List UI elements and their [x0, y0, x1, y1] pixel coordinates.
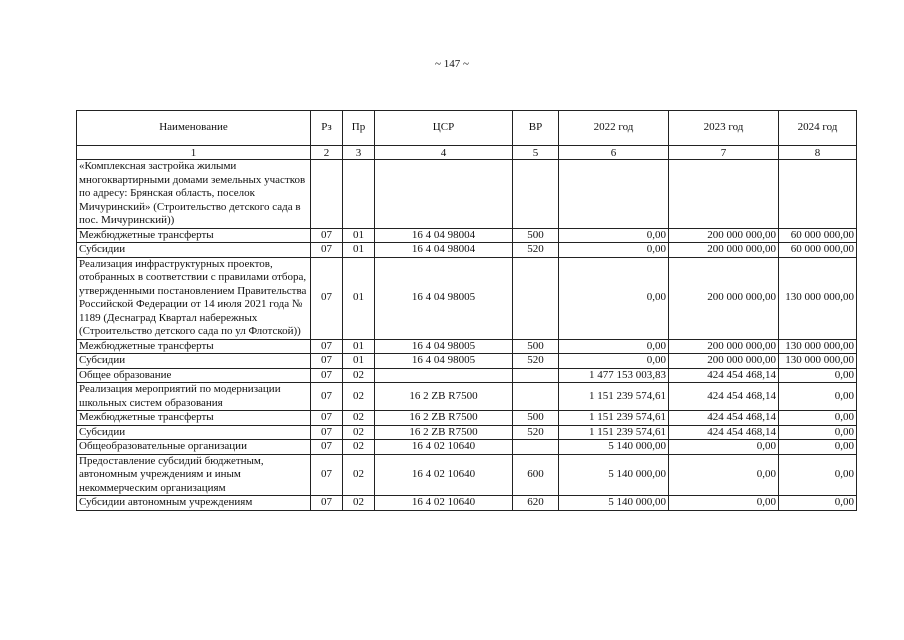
table-row: [77, 354, 857, 369]
row-vr: [513, 368, 559, 383]
row-amount-2024: 60 000 000,00: [779, 243, 857, 258]
column-header-vr: ВР: [513, 111, 559, 146]
row-amount-2022: 1 477 153 003,83: [559, 368, 669, 383]
column-header-2023: 2023 год: [669, 111, 779, 146]
row-name: Субсидии: [77, 243, 311, 258]
page-number: ~ 147 ~: [435, 58, 469, 70]
row-name: Реализация мероприятий по модернизации школьных систем образования: [77, 383, 311, 411]
row-name: Межбюджетные трансферты: [77, 339, 311, 354]
row-name: «Комплексная застройка жилыми многоквартирными домами земельных участков по адресу: Брянская область, поселок Мичуринский» (Строительство детского сада в пос. Мичуринский)): [77, 160, 311, 229]
row-amount-2024: 130 000 000,00: [779, 257, 857, 339]
row-pr: 01: [343, 257, 375, 339]
column-header-rz: Рз: [311, 111, 343, 146]
row-pr: 02: [343, 411, 375, 426]
table-row: [77, 368, 857, 383]
table-row: [77, 440, 857, 455]
row-pr: [343, 160, 375, 229]
row-pr: 02: [343, 496, 375, 511]
row-csr: 16 4 04 98004: [375, 228, 513, 243]
row-amount-2023: 0,00: [669, 440, 779, 455]
column-number: 6: [559, 146, 669, 160]
row-vr: 500: [513, 339, 559, 354]
row-rz: 07: [311, 243, 343, 258]
row-vr: [513, 440, 559, 455]
row-amount-2024: 0,00: [779, 383, 857, 411]
row-rz: 07: [311, 411, 343, 426]
column-number: 2: [311, 146, 343, 160]
row-amount-2024: 0,00: [779, 411, 857, 426]
row-amount-2023: 424 454 468,14: [669, 368, 779, 383]
row-csr: 16 4 02 10640: [375, 440, 513, 455]
row-amount-2022: 0,00: [559, 257, 669, 339]
table-row: [77, 257, 857, 339]
row-amount-2022: 0,00: [559, 228, 669, 243]
row-amount-2023: 200 000 000,00: [669, 243, 779, 258]
row-rz: 07: [311, 368, 343, 383]
row-csr: [375, 368, 513, 383]
row-name: Предоставление субсидий бюджетным, автономным учреждениям и иным некоммерческим организациям: [77, 454, 311, 496]
row-amount-2024: 0,00: [779, 496, 857, 511]
column-header-2022: 2022 год: [559, 111, 669, 146]
row-rz: 07: [311, 257, 343, 339]
row-amount-2024: 130 000 000,00: [779, 339, 857, 354]
row-vr: 520: [513, 354, 559, 369]
row-amount-2022: 1 151 239 574,61: [559, 383, 669, 411]
budget-table: [76, 110, 857, 511]
row-pr: 01: [343, 339, 375, 354]
row-csr: 16 4 04 98005: [375, 354, 513, 369]
table-row: [77, 160, 857, 229]
row-amount-2023: 200 000 000,00: [669, 228, 779, 243]
row-csr: 16 2 ZB R7500: [375, 383, 513, 411]
row-amount-2023: [669, 160, 779, 229]
column-header-name: Наименование: [77, 111, 311, 146]
row-amount-2024: 130 000 000,00: [779, 354, 857, 369]
row-pr: 02: [343, 454, 375, 496]
row-name: Субсидии: [77, 354, 311, 369]
column-number: 1: [77, 146, 311, 160]
row-amount-2023: 200 000 000,00: [669, 354, 779, 369]
table-row: [77, 496, 857, 511]
row-rz: 07: [311, 496, 343, 511]
row-amount-2024: 0,00: [779, 454, 857, 496]
column-number: 4: [375, 146, 513, 160]
row-name: Субсидии автономным учреждениям: [77, 496, 311, 511]
row-pr: 01: [343, 228, 375, 243]
row-name: Межбюджетные трансферты: [77, 411, 311, 426]
row-amount-2023: 0,00: [669, 496, 779, 511]
row-amount-2023: 424 454 468,14: [669, 425, 779, 440]
row-name: Межбюджетные трансферты: [77, 228, 311, 243]
row-amount-2023: 424 454 468,14: [669, 383, 779, 411]
column-header-pr: Пр: [343, 111, 375, 146]
row-vr: 520: [513, 425, 559, 440]
row-csr: 16 4 04 98005: [375, 257, 513, 339]
row-amount-2024: 0,00: [779, 425, 857, 440]
row-pr: 01: [343, 243, 375, 258]
row-csr: [375, 160, 513, 229]
row-rz: 07: [311, 440, 343, 455]
row-amount-2024: 0,00: [779, 368, 857, 383]
row-csr: 16 4 02 10640: [375, 454, 513, 496]
row-pr: 01: [343, 354, 375, 369]
row-pr: 02: [343, 425, 375, 440]
row-rz: 07: [311, 228, 343, 243]
column-number: 5: [513, 146, 559, 160]
table-row: [77, 383, 857, 411]
row-rz: 07: [311, 354, 343, 369]
table-row: [77, 243, 857, 258]
column-number: 3: [343, 146, 375, 160]
row-pr: 02: [343, 440, 375, 455]
row-amount-2022: 1 151 239 574,61: [559, 411, 669, 426]
table-row: [77, 425, 857, 440]
column-header-2024: 2024 год: [779, 111, 857, 146]
row-name: Реализация инфраструктурных проектов, отобранных в соответствии с правилами отбора, утвержденными постановлением Правительства Российской Федерации от 14 июля 2021 года № 1189 (Деснаград Квартал набережных (Строительство детского сада по ул Флотской)): [77, 257, 311, 339]
column-header-csr: ЦСР: [375, 111, 513, 146]
table-row: [77, 411, 857, 426]
row-amount-2022: [559, 160, 669, 229]
row-vr: 500: [513, 411, 559, 426]
row-name: Субсидии: [77, 425, 311, 440]
row-name: Общеобразовательные организации: [77, 440, 311, 455]
row-rz: [311, 160, 343, 229]
column-number-row: [77, 146, 857, 160]
row-amount-2022: 0,00: [559, 339, 669, 354]
row-vr: [513, 160, 559, 229]
row-csr: 16 4 02 10640: [375, 496, 513, 511]
row-amount-2023: 200 000 000,00: [669, 257, 779, 339]
row-amount-2022: 5 140 000,00: [559, 440, 669, 455]
row-amount-2024: 60 000 000,00: [779, 228, 857, 243]
row-vr: 500: [513, 228, 559, 243]
row-amount-2023: 0,00: [669, 454, 779, 496]
row-amount-2022: 5 140 000,00: [559, 496, 669, 511]
row-rz: 07: [311, 339, 343, 354]
row-vr: [513, 383, 559, 411]
row-rz: 07: [311, 454, 343, 496]
row-csr: 16 2 ZB R7500: [375, 425, 513, 440]
row-amount-2023: 424 454 468,14: [669, 411, 779, 426]
row-amount-2022: 0,00: [559, 354, 669, 369]
row-rz: 07: [311, 383, 343, 411]
table-row: [77, 339, 857, 354]
row-csr: 16 4 04 98004: [375, 243, 513, 258]
row-vr: 520: [513, 243, 559, 258]
row-csr: 16 4 04 98005: [375, 339, 513, 354]
column-number: 8: [779, 146, 857, 160]
row-amount-2024: [779, 160, 857, 229]
row-pr: 02: [343, 368, 375, 383]
table-row: [77, 228, 857, 243]
row-amount-2022: 0,00: [559, 243, 669, 258]
row-amount-2023: 200 000 000,00: [669, 339, 779, 354]
row-vr: 620: [513, 496, 559, 511]
row-name: Общее образование: [77, 368, 311, 383]
row-pr: 02: [343, 383, 375, 411]
row-amount-2022: 1 151 239 574,61: [559, 425, 669, 440]
row-rz: 07: [311, 425, 343, 440]
table-body: [77, 160, 857, 511]
row-vr: 600: [513, 454, 559, 496]
header-row: [77, 111, 857, 146]
row-amount-2022: 5 140 000,00: [559, 454, 669, 496]
table-row: [77, 454, 857, 496]
row-amount-2024: 0,00: [779, 440, 857, 455]
row-vr: [513, 257, 559, 339]
row-csr: 16 2 ZB R7500: [375, 411, 513, 426]
column-number: 7: [669, 146, 779, 160]
